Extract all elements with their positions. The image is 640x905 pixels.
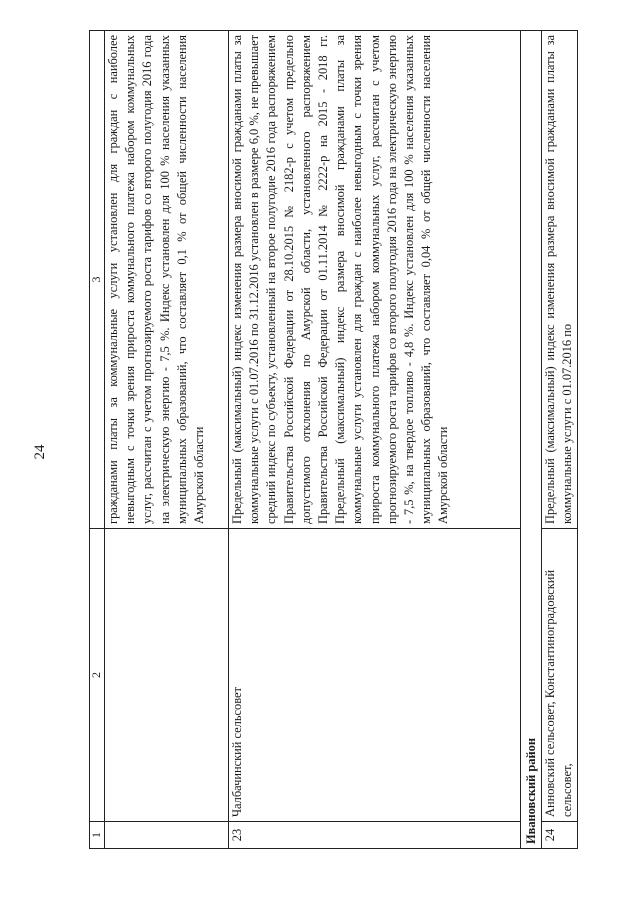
municipality-cell: Чалбачинский сельсовет <box>229 529 521 822</box>
header-row <box>90 31 105 849</box>
table-row <box>542 31 578 849</box>
page-number: 24 <box>32 444 48 460</box>
row-number-cell <box>105 822 229 849</box>
header-col-2: 2 <box>90 529 105 822</box>
table-row <box>105 31 229 849</box>
row-number-cell: 24 <box>542 822 578 849</box>
table-row <box>229 31 521 849</box>
index-description-cell: Предельный (максимальный) индекс изменения размера вносимой гражданами платы за коммунальные услуги с 01.07.2016 по 31.12.2016 установлен в размере 6,0 %, не превышает средний индекс по субъекту, установленный на второе полугодие 2016 года распоряжением Правительства Российской Федерации от 28.10.2015 № 2182-р с учетом предельно допустимого отклонения по Амурской области, установленного распоряжением Правительства Российской Федерации от 01.11.2014 № 2222-р на 2015 - 2018 гг. Предельный (максимальный) индекс размера вносимой гражданами платы за коммунальные услуги установлен для граждан с наиболее невыгодным с точки зрения прироста коммунального платежа набором коммунальных услуг, рассчитан с учетом прогнозируемого роста тарифов со второго полугодия 2016 года на электрическую энергию - 7,5 %, на твердое топливо - 4,8 %. Индекс установлен для 100 % населения указанных муниципальных образований, что составляет 0,04 % от общей численности населения Амурской области <box>229 31 521 529</box>
tariff-index-table <box>89 30 578 849</box>
header-col-1: 1 <box>90 822 105 849</box>
header-col-3: 3 <box>90 31 105 529</box>
region-row <box>521 31 542 849</box>
row-number-cell: 23 <box>229 822 521 849</box>
municipality-cell <box>105 529 229 822</box>
municipality-cell: Анновский сельсовет, Константиноградовский сельсовет, <box>542 529 578 822</box>
rotated-document <box>89 31 589 849</box>
index-description-cell: Предельный (максимальный) индекс изменения размера вносимой гражданами платы за коммунальные услуги с 01.07.2016 по <box>542 31 578 529</box>
region-heading: Ивановский район <box>521 31 542 849</box>
index-description-cell: гражданами платы за коммунальные услуги установлен для граждан с наиболее невыгодным с точки зрения прироста коммунального платежа набором коммунальных услуг, рассчитан с учетом прогнозируемого роста тарифов со второго полугодия 2016 года на электрическую энергию - 7,5 %. Индекс установлен для 100 % населения указанных муниципальных образований, что составляет 0,1 % от общей численности населения Амурской области <box>105 31 229 529</box>
